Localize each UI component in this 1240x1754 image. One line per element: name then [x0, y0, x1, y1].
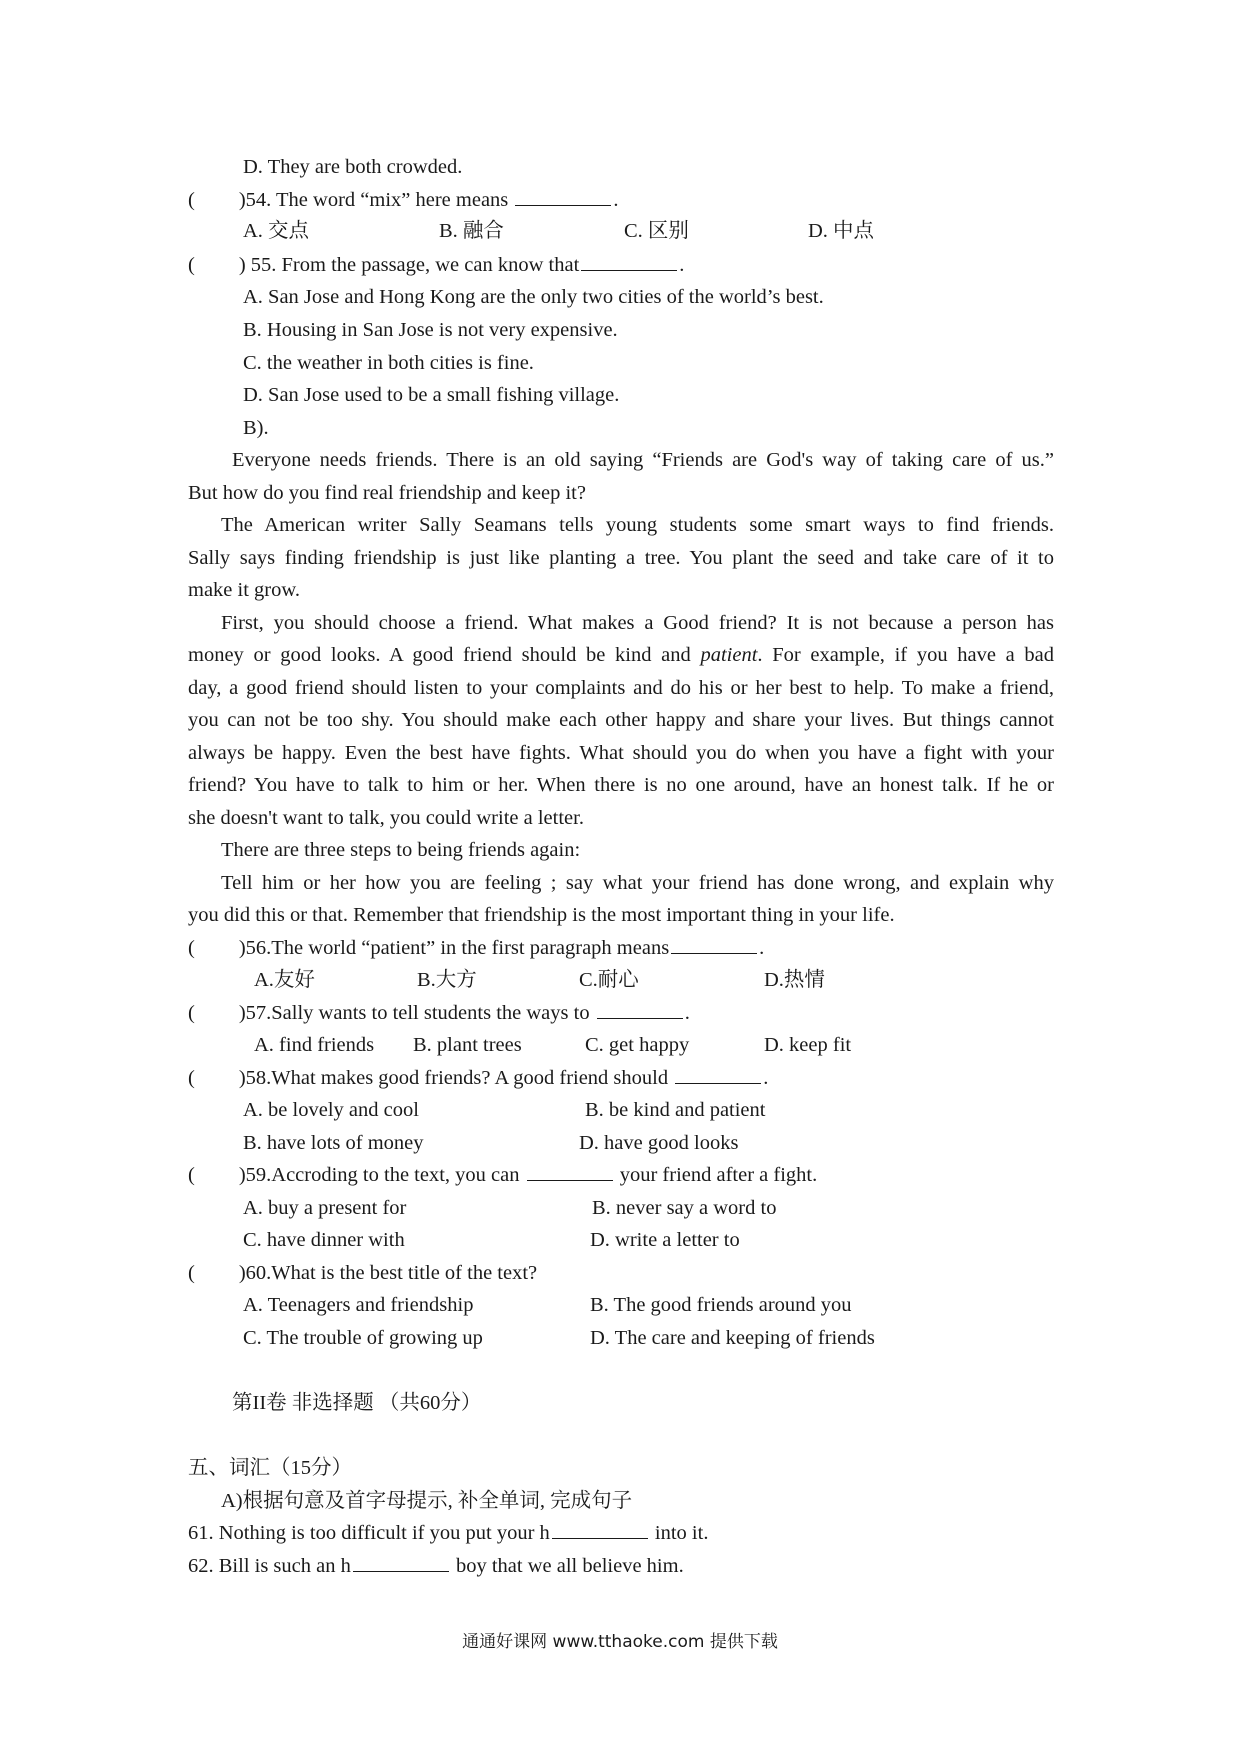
answer-paren: ( [188, 254, 195, 276]
passage-text: . For example, if you have a bad [757, 644, 1054, 666]
q56-stem: ( )56.The world “patient” in the first paragraph means . [188, 933, 764, 963]
answer-blank[interactable] [597, 998, 683, 1019]
q59-stem-text-end: your friend after a fight. [619, 1164, 818, 1186]
passage-p4-line1: There are three steps to being friends again: [221, 839, 581, 861]
q54-stem-text: )54. The word “mix” here means [238, 189, 509, 211]
answer-paren: ( [188, 1164, 195, 1186]
answer-blank[interactable] [552, 1518, 648, 1539]
q55-option-a: A. San Jose and Hong Kong are the only two cities of the world’s best. [243, 286, 824, 308]
answer-blank[interactable] [675, 1063, 761, 1084]
keyword-patient: patient [700, 644, 758, 666]
q57-stem-text: )57.Sally wants to tell students the ways to [238, 1002, 590, 1024]
q57-stem: ( )57.Sally wants to tell students the ways to . [188, 998, 690, 1028]
q59-option-b: B. never say a word to [592, 1197, 777, 1219]
q56-option-c: C.耐心 [579, 969, 639, 991]
answer-paren: ( [188, 1262, 195, 1284]
q61 [188, 1518, 708, 1548]
q62-text-end: boy that we all believe him. [455, 1555, 684, 1577]
q60-option-d: D. The care and keeping of friends [590, 1327, 875, 1349]
q59-stem-text: )59.Accroding to the text, you can [238, 1164, 520, 1186]
q61-text: 61. Nothing is too difficult if you put your h [188, 1522, 550, 1544]
passage-p5-line1: Tell him or her how you are feeling ; say what your friend has done wrong, and explain why [221, 872, 1054, 894]
part-two-heading: 第II卷 非选择题 （共60分） [232, 1392, 482, 1414]
q57-option-d: D. keep fit [764, 1034, 852, 1056]
q62-text: 62. Bill is such an h [188, 1555, 351, 1577]
q55-option-d: D. San Jose used to be a small fishing village. [243, 384, 620, 406]
q60-stem-text: )60.What is the best title of the text? [238, 1262, 538, 1284]
q60-option-a: A. Teenagers and friendship [243, 1294, 474, 1316]
answer-blank[interactable] [527, 1160, 613, 1181]
q57-option-c: C. get happy [585, 1034, 690, 1056]
q54-option-c: C. 区别 [624, 220, 689, 242]
passage-p5-line2: you did this or that. Remember that friendship is the most important thing in your life. [188, 904, 895, 926]
answer-blank[interactable] [353, 1551, 449, 1572]
answer-blank[interactable] [671, 933, 757, 954]
q58-option-c: B. have lots of money [243, 1132, 424, 1154]
passage-text: money or good looks. A good friend should be kind and [188, 644, 691, 666]
passage-p3-line5: always be happy. Even the best have fights. What should you do when you have a fight with your [188, 742, 1054, 764]
q56-option-d: D.热情 [764, 969, 825, 991]
q59-option-c: C. have dinner with [243, 1229, 405, 1251]
answer-paren: ( [188, 1067, 195, 1089]
q59-stem [188, 1160, 817, 1190]
passage-p2-line3: make it grow. [188, 579, 300, 601]
q58-stem: ( )58.What makes good friends? A good friend should . [188, 1063, 768, 1093]
passage-p3-line6: friend? You have to talk to him or her. When there is no one around, have an honest talk. If he or [188, 774, 1054, 796]
answer-paren: ( [188, 189, 195, 211]
passage-p2-line1: The American writer Sally Seamans tells young students some smart ways to find friends. [221, 514, 1054, 536]
passage-p3-line3: day, a good friend should listen to your complaints and do his or her best to help. To make a friend, [188, 677, 1054, 699]
q59-option-d: D. write a letter to [590, 1229, 740, 1251]
q55-stem: ( ) 55. From the passage, we can know that . [188, 250, 684, 280]
passage-p1-line2: But how do you find real friendship and keep it? [188, 482, 586, 504]
q53-option-d: D. They are both crowded. [243, 156, 463, 178]
q62 [188, 1551, 684, 1581]
q59-option-a: A. buy a present for [243, 1197, 407, 1219]
q60-stem [188, 1258, 537, 1288]
q58-option-b: B. be kind and patient [585, 1099, 766, 1121]
q54-stem: ( )54. The word “mix” here means . [188, 185, 619, 215]
page-footer: 通通好课网 www.tthaoke.com 提供下载 [462, 1632, 778, 1652]
q57-option-b: B. plant trees [413, 1034, 522, 1056]
passage-p3-line2 [188, 640, 1054, 670]
q61-text-end: into it. [654, 1522, 709, 1544]
passage-p3-line7: she doesn't want to talk, you could write a letter. [188, 807, 584, 829]
passage-p3-line4: you can not be too shy. You should make each other happy and share your lives. But things cannot [188, 709, 1054, 731]
q54-option-a: A. 交点 [243, 220, 310, 242]
passage-p1-line1: Everyone needs friends. There is an old saying “Friends are God's way of taking care of us.” [232, 449, 1054, 471]
q56-option-b: B.大方 [417, 969, 477, 991]
q55-option-c: C. the weather in both cities is fine. [243, 352, 534, 374]
q60-option-b: B. The good friends around you [590, 1294, 852, 1316]
answer-paren: ( [188, 1002, 195, 1024]
passage-b-label: B). [243, 417, 269, 439]
q55-option-b: B. Housing in San Jose is not very expensive. [243, 319, 618, 341]
q58-stem-text: )58.What makes good friends? A good friend should [238, 1067, 669, 1089]
answer-paren: ( [188, 937, 195, 959]
q57-option-a: A. find friends [254, 1034, 375, 1056]
q58-option-a: A. be lovely and cool [243, 1099, 419, 1121]
q56-option-a: A.友好 [254, 969, 315, 991]
section-five-instruction: A)根据句意及首字母提示, 补全单词, 完成句子 [221, 1490, 633, 1512]
passage-p2-line2: Sally says finding friendship is just like planting a tree. You plant the seed and take care of it to [188, 547, 1054, 569]
q56-stem-text: )56.The world “patient” in the first paragraph means [238, 937, 670, 959]
q60-option-c: C. The trouble of growing up [243, 1327, 483, 1349]
q55-stem-text: ) 55. From the passage, we can know that [238, 254, 580, 276]
q54-option-b: B. 融合 [439, 220, 504, 242]
q54-option-d: D. 中点 [808, 220, 875, 242]
answer-blank[interactable] [581, 250, 677, 271]
q58-option-d: D. have good looks [579, 1132, 739, 1154]
section-five-heading: 五、词汇（15分） [188, 1457, 352, 1479]
passage-p3-line1: First, you should choose a friend. What makes a Good friend? It is not because a person has [221, 612, 1054, 634]
answer-blank[interactable] [515, 185, 611, 206]
